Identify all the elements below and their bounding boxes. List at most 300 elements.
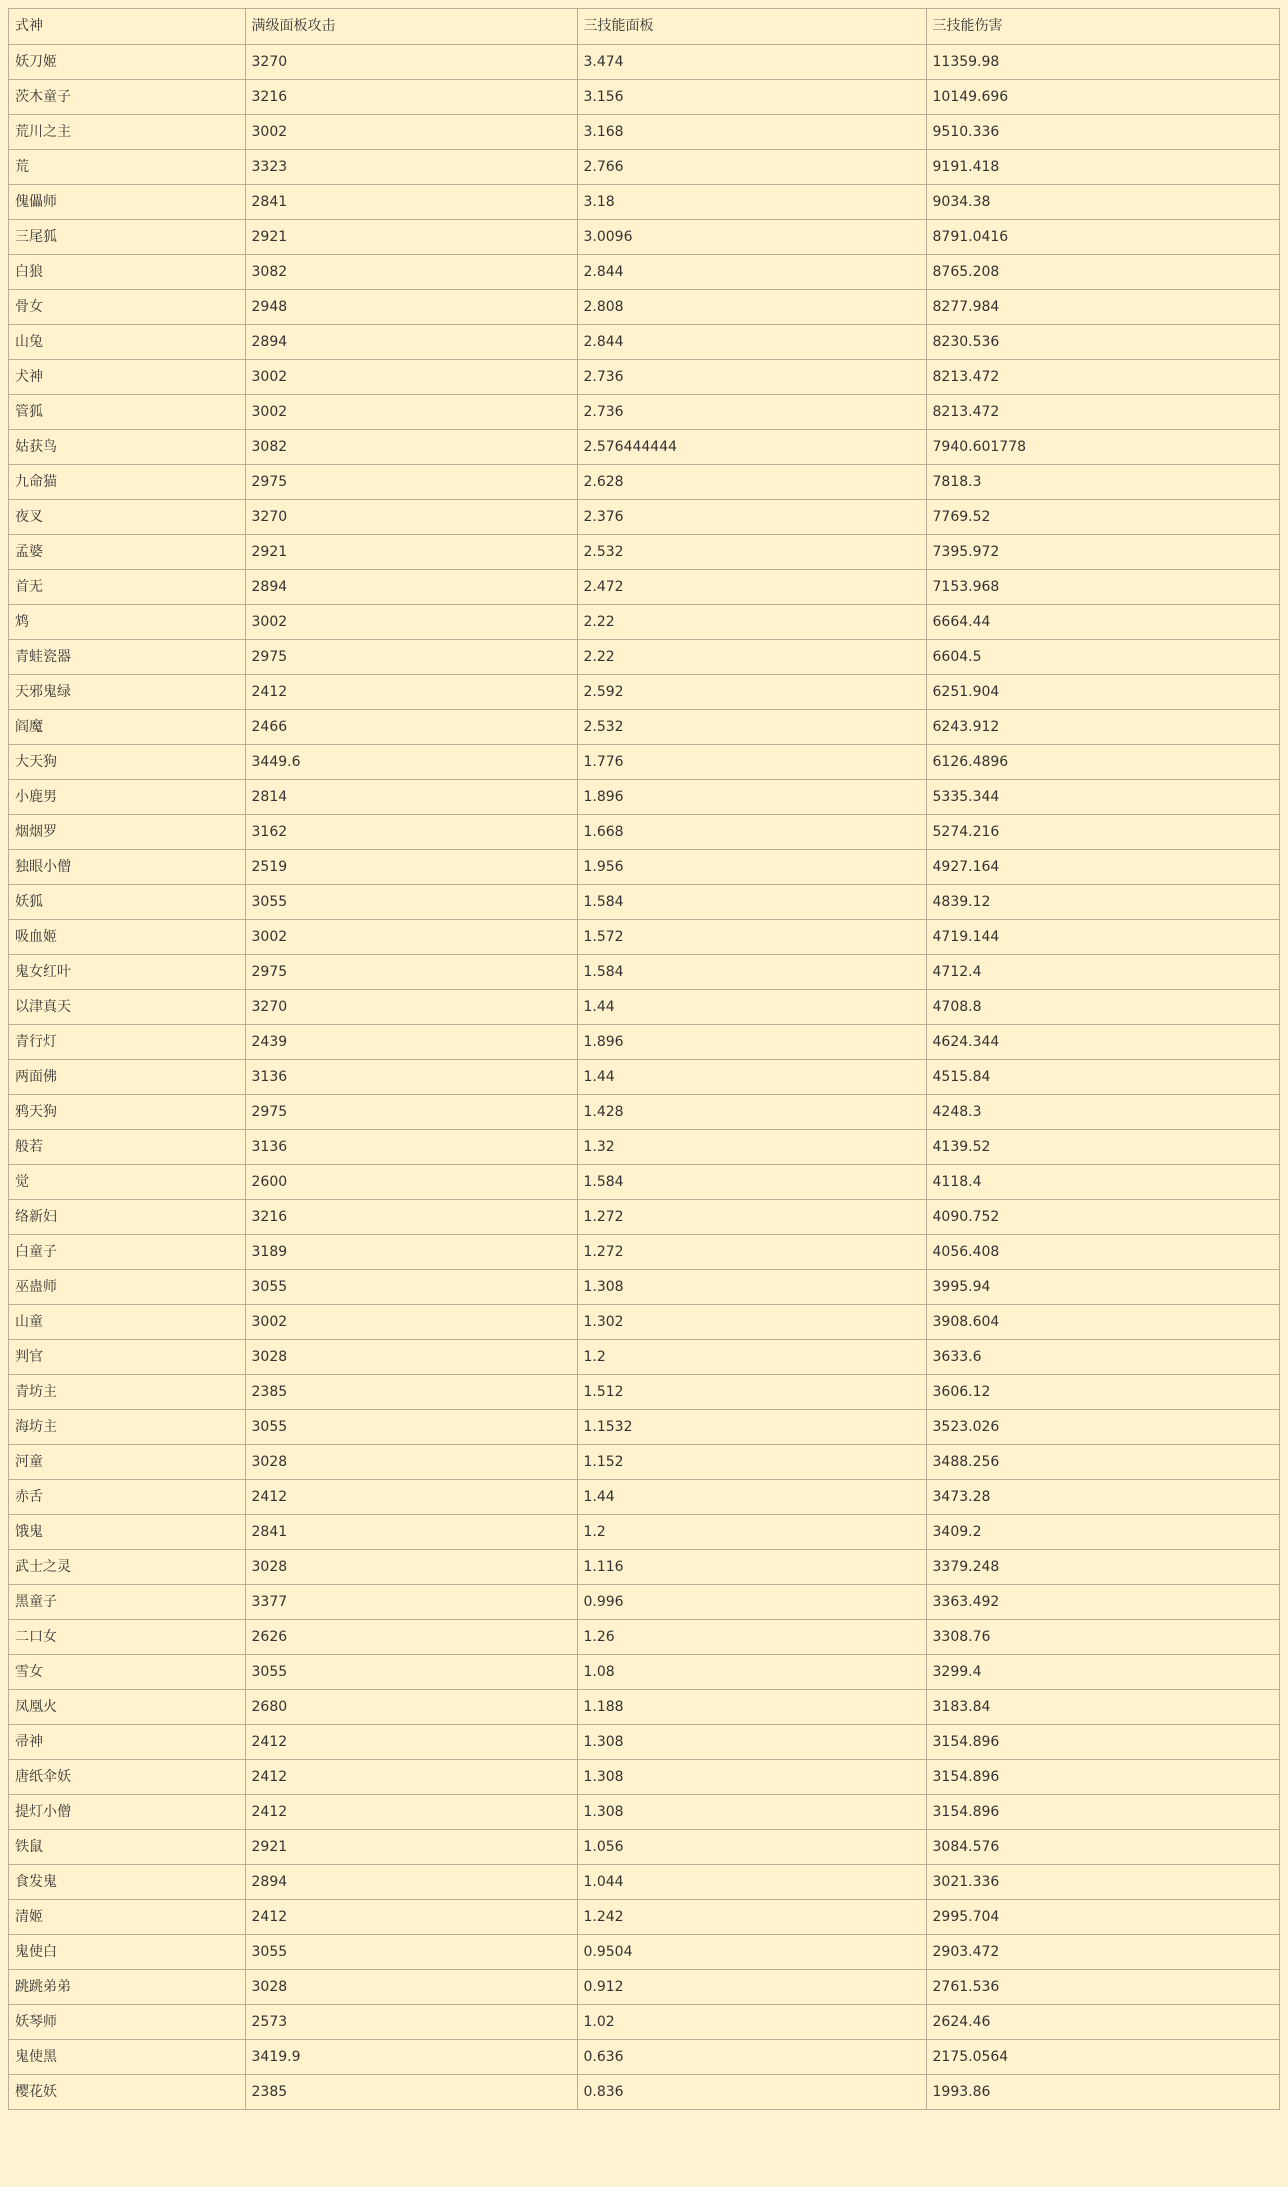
cell-max-attack: 3270: [245, 499, 577, 534]
table-row: [9, 1654, 1279, 1689]
cell-max-attack: 3377: [245, 1584, 577, 1619]
table-row: [9, 1759, 1279, 1794]
cell-skill3-damage: 6664.44: [926, 604, 1279, 639]
cell-skill3-damage: 2995.704: [926, 1899, 1279, 1934]
cell-skill3-damage: 7818.3: [926, 464, 1279, 499]
cell-skill3-damage: 6251.904: [926, 674, 1279, 709]
table-row: [9, 1059, 1279, 1094]
table-row: [9, 709, 1279, 744]
cell-shikigami-name: 吸血姬: [9, 919, 245, 954]
cell-shikigami-name: 鬼使黑: [9, 2039, 245, 2074]
cell-shikigami-name: 武士之灵: [9, 1549, 245, 1584]
cell-shikigami-name: 独眼小僧: [9, 849, 245, 884]
table-row: [9, 499, 1279, 534]
table-row: [9, 1339, 1279, 1374]
table-row: [9, 989, 1279, 1024]
cell-skill3-damage: 3379.248: [926, 1549, 1279, 1584]
cell-skill3-damage: 8277.984: [926, 289, 1279, 324]
table-row: [9, 1094, 1279, 1129]
cell-max-attack: 2412: [245, 1724, 577, 1759]
cell-shikigami-name: 九命猫: [9, 464, 245, 499]
cell-skill3-damage: 4248.3: [926, 1094, 1279, 1129]
cell-max-attack: 2975: [245, 639, 577, 674]
cell-shikigami-name: 白童子: [9, 1234, 245, 1269]
cell-max-attack: 3136: [245, 1129, 577, 1164]
cell-shikigami-name: 以津真天: [9, 989, 245, 1024]
cell-skill3-multiplier: 1.08: [577, 1654, 926, 1689]
column-header-skill3-damage: 三技能伤害: [926, 9, 1279, 44]
cell-max-attack: 2680: [245, 1689, 577, 1724]
table-row: [9, 1409, 1279, 1444]
cell-max-attack: 3216: [245, 1199, 577, 1234]
table-row: [9, 1199, 1279, 1234]
cell-skill3-multiplier: 1.44: [577, 1479, 926, 1514]
cell-skill3-damage: 8213.472: [926, 394, 1279, 429]
cell-shikigami-name: 夜叉: [9, 499, 245, 534]
cell-skill3-multiplier: 1.32: [577, 1129, 926, 1164]
cell-max-attack: 3028: [245, 1339, 577, 1374]
cell-skill3-damage: 4719.144: [926, 919, 1279, 954]
table-row: [9, 1724, 1279, 1759]
cell-skill3-multiplier: 2.592: [577, 674, 926, 709]
cell-skill3-damage: 6126.4896: [926, 744, 1279, 779]
table-row: [9, 1234, 1279, 1269]
cell-skill3-multiplier: 2.532: [577, 534, 926, 569]
table-row: [9, 1269, 1279, 1304]
cell-max-attack: 3189: [245, 1234, 577, 1269]
cell-max-attack: 3002: [245, 394, 577, 429]
cell-shikigami-name: 山兔: [9, 324, 245, 359]
table-row: [9, 1864, 1279, 1899]
cell-skill3-multiplier: 1.308: [577, 1794, 926, 1829]
cell-max-attack: 3419.9: [245, 2039, 577, 2074]
cell-shikigami-name: 山童: [9, 1304, 245, 1339]
cell-shikigami-name: 赤舌: [9, 1479, 245, 1514]
shikigami-damage-table: [9, 9, 1279, 2109]
cell-skill3-damage: 4839.12: [926, 884, 1279, 919]
table-row: [9, 1899, 1279, 1934]
cell-max-attack: 3055: [245, 1654, 577, 1689]
cell-shikigami-name: 鸦天狗: [9, 1094, 245, 1129]
cell-shikigami-name: 河童: [9, 1444, 245, 1479]
table-row: [9, 44, 1279, 79]
cell-max-attack: 3055: [245, 1269, 577, 1304]
cell-shikigami-name: 青蛙瓷器: [9, 639, 245, 674]
cell-max-attack: 3270: [245, 44, 577, 79]
table-row: [9, 289, 1279, 324]
cell-shikigami-name: 犬神: [9, 359, 245, 394]
table-row: [9, 814, 1279, 849]
table-row: [9, 1549, 1279, 1584]
cell-skill3-damage: 4118.4: [926, 1164, 1279, 1199]
cell-shikigami-name: 判官: [9, 1339, 245, 1374]
cell-skill3-damage: 3995.94: [926, 1269, 1279, 1304]
cell-skill3-damage: 4708.8: [926, 989, 1279, 1024]
cell-skill3-damage: 3473.28: [926, 1479, 1279, 1514]
cell-max-attack: 2412: [245, 674, 577, 709]
cell-max-attack: 2466: [245, 709, 577, 744]
cell-skill3-multiplier: 1.1532: [577, 1409, 926, 1444]
cell-skill3-damage: 9191.418: [926, 149, 1279, 184]
cell-skill3-damage: 4515.84: [926, 1059, 1279, 1094]
cell-skill3-multiplier: 0.912: [577, 1969, 926, 2004]
cell-shikigami-name: 络新妇: [9, 1199, 245, 1234]
cell-shikigami-name: 提灯小僧: [9, 1794, 245, 1829]
cell-skill3-multiplier: 1.02: [577, 2004, 926, 2039]
cell-shikigami-name: 黑童子: [9, 1584, 245, 1619]
cell-skill3-multiplier: 1.44: [577, 989, 926, 1024]
table-row: [9, 954, 1279, 989]
table-row: [9, 1584, 1279, 1619]
table-row: [9, 1129, 1279, 1164]
cell-shikigami-name: 清姬: [9, 1899, 245, 1934]
cell-shikigami-name: 傀儡师: [9, 184, 245, 219]
table-row: [9, 744, 1279, 779]
cell-skill3-damage: 7769.52: [926, 499, 1279, 534]
table-row: [9, 1829, 1279, 1864]
cell-skill3-damage: 7940.601778: [926, 429, 1279, 464]
cell-max-attack: 3055: [245, 884, 577, 919]
cell-skill3-damage: 2175.0564: [926, 2039, 1279, 2074]
table-row: [9, 79, 1279, 114]
cell-skill3-multiplier: 1.2: [577, 1339, 926, 1374]
cell-skill3-multiplier: 3.168: [577, 114, 926, 149]
cell-max-attack: 3082: [245, 254, 577, 289]
table-row: [9, 2039, 1279, 2074]
cell-shikigami-name: 阎魔: [9, 709, 245, 744]
cell-skill3-multiplier: 2.736: [577, 394, 926, 429]
cell-skill3-multiplier: 1.428: [577, 1094, 926, 1129]
cell-max-attack: 3136: [245, 1059, 577, 1094]
cell-skill3-damage: 9510.336: [926, 114, 1279, 149]
cell-skill3-multiplier: 2.472: [577, 569, 926, 604]
cell-skill3-damage: 3409.2: [926, 1514, 1279, 1549]
cell-max-attack: 2841: [245, 1514, 577, 1549]
cell-max-attack: 3216: [245, 79, 577, 114]
cell-skill3-multiplier: 2.628: [577, 464, 926, 499]
cell-max-attack: 2921: [245, 1829, 577, 1864]
cell-skill3-multiplier: 2.736: [577, 359, 926, 394]
cell-shikigami-name: 凤凰火: [9, 1689, 245, 1724]
cell-skill3-damage: 4139.52: [926, 1129, 1279, 1164]
cell-max-attack: 2626: [245, 1619, 577, 1654]
table-row: [9, 114, 1279, 149]
cell-shikigami-name: 海坊主: [9, 1409, 245, 1444]
cell-skill3-damage: 6604.5: [926, 639, 1279, 674]
cell-skill3-damage: 3154.896: [926, 1724, 1279, 1759]
table-row: [9, 779, 1279, 814]
cell-skill3-damage: 6243.912: [926, 709, 1279, 744]
cell-skill3-multiplier: 1.584: [577, 1164, 926, 1199]
cell-skill3-multiplier: 1.056: [577, 1829, 926, 1864]
cell-skill3-damage: 3488.256: [926, 1444, 1279, 1479]
table-row: [9, 429, 1279, 464]
cell-max-attack: 2600: [245, 1164, 577, 1199]
cell-max-attack: 3323: [245, 149, 577, 184]
table-row: [9, 324, 1279, 359]
cell-shikigami-name: 妖刀姬: [9, 44, 245, 79]
cell-skill3-multiplier: 1.272: [577, 1199, 926, 1234]
cell-max-attack: 2519: [245, 849, 577, 884]
cell-max-attack: 2921: [245, 219, 577, 254]
cell-skill3-multiplier: 1.44: [577, 1059, 926, 1094]
cell-shikigami-name: 茨木童子: [9, 79, 245, 114]
cell-skill3-multiplier: 3.474: [577, 44, 926, 79]
cell-skill3-multiplier: 1.956: [577, 849, 926, 884]
cell-skill3-multiplier: 1.2: [577, 1514, 926, 1549]
cell-shikigami-name: 雪女: [9, 1654, 245, 1689]
cell-max-attack: 3055: [245, 1934, 577, 1969]
cell-shikigami-name: 小鹿男: [9, 779, 245, 814]
cell-skill3-damage: 7153.968: [926, 569, 1279, 604]
table-row: [9, 1514, 1279, 1549]
cell-skill3-multiplier: 3.18: [577, 184, 926, 219]
table-body: [9, 44, 1279, 2109]
cell-max-attack: 2894: [245, 324, 577, 359]
cell-skill3-multiplier: 1.272: [577, 1234, 926, 1269]
cell-max-attack: 3055: [245, 1409, 577, 1444]
cell-max-attack: 2841: [245, 184, 577, 219]
cell-shikigami-name: 般若: [9, 1129, 245, 1164]
table-row: [9, 184, 1279, 219]
cell-max-attack: 2412: [245, 1899, 577, 1934]
table-row: [9, 1969, 1279, 2004]
cell-skill3-damage: 2903.472: [926, 1934, 1279, 1969]
table-row: [9, 2004, 1279, 2039]
cell-skill3-multiplier: 2.22: [577, 639, 926, 674]
cell-skill3-multiplier: 1.896: [577, 779, 926, 814]
cell-max-attack: 3028: [245, 1969, 577, 2004]
cell-skill3-multiplier: 2.844: [577, 324, 926, 359]
table-row: [9, 1164, 1279, 1199]
cell-skill3-multiplier: 3.0096: [577, 219, 926, 254]
table-row: [9, 1304, 1279, 1339]
cell-max-attack: 2975: [245, 1094, 577, 1129]
cell-skill3-multiplier: 0.636: [577, 2039, 926, 2074]
column-header-shikigami: 式神: [9, 9, 245, 44]
table-row: [9, 569, 1279, 604]
cell-shikigami-name: 鬼女红叶: [9, 954, 245, 989]
table-row: [9, 359, 1279, 394]
table-row: [9, 394, 1279, 429]
cell-skill3-damage: 2624.46: [926, 2004, 1279, 2039]
cell-max-attack: 2814: [245, 779, 577, 814]
cell-shikigami-name: 姑获鸟: [9, 429, 245, 464]
shikigami-damage-table-container: [8, 8, 1280, 2110]
cell-shikigami-name: 三尾狐: [9, 219, 245, 254]
cell-max-attack: 3449.6: [245, 744, 577, 779]
cell-max-attack: 3028: [245, 1549, 577, 1584]
cell-max-attack: 2921: [245, 534, 577, 569]
cell-skill3-damage: 3606.12: [926, 1374, 1279, 1409]
table-row: [9, 149, 1279, 184]
cell-shikigami-name: 大天狗: [9, 744, 245, 779]
cell-max-attack: 3002: [245, 359, 577, 394]
cell-shikigami-name: 跳跳弟弟: [9, 1969, 245, 2004]
table-row: [9, 639, 1279, 674]
cell-max-attack: 2894: [245, 569, 577, 604]
cell-skill3-multiplier: 1.512: [577, 1374, 926, 1409]
cell-shikigami-name: 荒: [9, 149, 245, 184]
cell-shikigami-name: 管狐: [9, 394, 245, 429]
cell-skill3-multiplier: 2.532: [577, 709, 926, 744]
cell-skill3-multiplier: 0.9504: [577, 1934, 926, 1969]
cell-max-attack: 2894: [245, 1864, 577, 1899]
table-row: [9, 1934, 1279, 1969]
cell-skill3-multiplier: 2.22: [577, 604, 926, 639]
table-row: [9, 1619, 1279, 1654]
cell-skill3-multiplier: 1.242: [577, 1899, 926, 1934]
cell-shikigami-name: 骨女: [9, 289, 245, 324]
cell-skill3-damage: 4090.752: [926, 1199, 1279, 1234]
cell-skill3-damage: 8765.208: [926, 254, 1279, 289]
table-row: [9, 919, 1279, 954]
table-row: [9, 884, 1279, 919]
cell-skill3-multiplier: 1.896: [577, 1024, 926, 1059]
cell-skill3-damage: 1993.86: [932, 2083, 991, 2100]
cell-skill3-multiplier: 1.26: [577, 1619, 926, 1654]
cell-shikigami-name: 二口女: [9, 1619, 245, 1654]
cell-skill3-damage: 3908.604: [926, 1304, 1279, 1339]
table-row: [9, 254, 1279, 289]
cell-max-attack: 2948: [245, 289, 577, 324]
cell-shikigami-name: 鸩: [9, 604, 245, 639]
table-row: [9, 1794, 1279, 1829]
cell-skill3-damage: 2761.536: [926, 1969, 1279, 2004]
cell-max-attack: 3082: [245, 429, 577, 464]
cell-skill3-damage: 3523.026: [926, 1409, 1279, 1444]
table-row: [9, 1024, 1279, 1059]
cell-skill3-multiplier: 1.668: [577, 814, 926, 849]
cell-skill3-damage: 3308.76: [926, 1619, 1279, 1654]
cell-skill3-multiplier: 2.808: [577, 289, 926, 324]
cell-skill3-damage: 3183.84: [926, 1689, 1279, 1724]
cell-shikigami-name: 荒川之主: [9, 114, 245, 149]
cell-shikigami-name: 白狼: [9, 254, 245, 289]
cell-max-attack: 2412: [245, 1759, 577, 1794]
cell-max-attack: 3270: [245, 989, 577, 1024]
cell-skill3-multiplier: 1.152: [577, 1444, 926, 1479]
cell-max-attack: 2975: [245, 954, 577, 989]
cell-skill3-damage: 11359.98: [926, 44, 1279, 79]
cell-skill3-damage: 3021.336: [926, 1864, 1279, 1899]
cell-skill3-damage: 8213.472: [926, 359, 1279, 394]
cell-skill3-damage: 3299.4: [926, 1654, 1279, 1689]
cell-skill3-multiplier: 1.308: [577, 1269, 926, 1304]
table-row: [9, 2074, 1279, 2109]
cell-max-attack: 2439: [245, 1024, 577, 1059]
cell-skill3-damage: 5335.344: [926, 779, 1279, 814]
table-row: [9, 534, 1279, 569]
table-row: [9, 604, 1279, 639]
cell-shikigami-name: 首无: [9, 569, 245, 604]
cell-skill3-multiplier: 1.776: [577, 744, 926, 779]
cell-shikigami-name: 烟烟罗: [9, 814, 245, 849]
cell-skill3-damage: 5274.216: [926, 814, 1279, 849]
cell-max-attack: 3002: [245, 114, 577, 149]
cell-skill3-damage: 4624.344: [926, 1024, 1279, 1059]
cell-max-attack: 3002: [245, 604, 577, 639]
cell-skill3-multiplier: 2.576444444: [577, 429, 926, 464]
cell-skill3-damage: 8791.0416: [926, 219, 1279, 254]
cell-shikigami-name: 觉: [9, 1164, 245, 1199]
cell-max-attack: 2412: [245, 1794, 577, 1829]
table-row: [9, 219, 1279, 254]
cell-skill3-multiplier: 1.572: [577, 919, 926, 954]
cell-skill3-multiplier: 2.376: [577, 499, 926, 534]
cell-max-attack: 3002: [245, 1304, 577, 1339]
cell-skill3-multiplier: 1.044: [577, 1864, 926, 1899]
table-row: [9, 1689, 1279, 1724]
cell-skill3-multiplier: 1.584: [577, 884, 926, 919]
table-row: [9, 1479, 1279, 1514]
cell-skill3-multiplier: 1.308: [577, 1759, 926, 1794]
cell-skill3-damage: 7395.972: [926, 534, 1279, 569]
cell-skill3-damage: 4056.408: [926, 1234, 1279, 1269]
table-row: [9, 1444, 1279, 1479]
cell-shikigami-name: 饿鬼: [9, 1514, 245, 1549]
cell-skill3-multiplier: 1.584: [577, 954, 926, 989]
cell-shikigami-name: 青行灯: [9, 1024, 245, 1059]
cell-shikigami-name: 妖琴师: [9, 2004, 245, 2039]
cell-max-attack: 2385: [245, 1374, 577, 1409]
cell-skill3-damage: 10149.696: [926, 79, 1279, 114]
cell-skill3-damage: 9034.38: [926, 184, 1279, 219]
cell-shikigami-name: 妖狐: [9, 884, 245, 919]
cell-skill3-damage: 3363.492: [926, 1584, 1279, 1619]
cell-shikigami-name: 鬼使白: [9, 1934, 245, 1969]
cell-skill3-damage: 8230.536: [926, 324, 1279, 359]
cell-max-attack: 2975: [245, 464, 577, 499]
cell-skill3-multiplier: 0.996: [577, 1584, 926, 1619]
table-row: [9, 849, 1279, 884]
cell-skill3-multiplier: 1.188: [577, 1689, 926, 1724]
column-header-max-attack: 满级面板攻击: [245, 9, 577, 44]
cell-max-attack: 3028: [245, 1444, 577, 1479]
cell-skill3-multiplier: 1.308: [577, 1724, 926, 1759]
cell-skill3-damage: 4927.164: [926, 849, 1279, 884]
cell-shikigami-name: 孟婆: [9, 534, 245, 569]
table-row: [9, 1374, 1279, 1409]
cell-shikigami-name: 巫蛊师: [9, 1269, 245, 1304]
table-row: [9, 464, 1279, 499]
table-header-row: [9, 9, 1279, 44]
cell-shikigami-name: 食发鬼: [9, 1864, 245, 1899]
column-header-skill3-multiplier: 三技能面板: [577, 9, 926, 44]
cell-shikigami-name: 两面佛: [9, 1059, 245, 1094]
cell-skill3-damage: 4712.4: [926, 954, 1279, 989]
cell-skill3-multiplier: 1.302: [577, 1304, 926, 1339]
cell-shikigami-name: 帚神: [9, 1724, 245, 1759]
cell-skill3-multiplier: 0.836: [577, 2074, 926, 2109]
cell-shikigami-name: 青坊主: [9, 1374, 245, 1409]
cell-skill3-damage: 3154.896: [926, 1794, 1279, 1829]
cell-max-attack: 3162: [245, 814, 577, 849]
cell-max-attack: 3002: [245, 919, 577, 954]
cell-shikigami-name: 唐纸伞妖: [9, 1759, 245, 1794]
cell-skill3-damage: 3633.6: [926, 1339, 1279, 1374]
cell-skill3-multiplier: 1.116: [577, 1549, 926, 1584]
cell-max-attack: 2412: [245, 1479, 577, 1514]
table-row: [9, 674, 1279, 709]
cell-skill3-damage: 3154.896: [926, 1759, 1279, 1794]
cell-skill3-multiplier: 2.844: [577, 254, 926, 289]
cell-max-attack: 2573: [245, 2004, 577, 2039]
cell-shikigami-name: 铁鼠: [9, 1829, 245, 1864]
cell-shikigami-name: 天邪鬼绿: [9, 674, 245, 709]
cell-skill3-multiplier: 3.156: [577, 79, 926, 114]
cell-skill3-multiplier: 2.766: [577, 149, 926, 184]
